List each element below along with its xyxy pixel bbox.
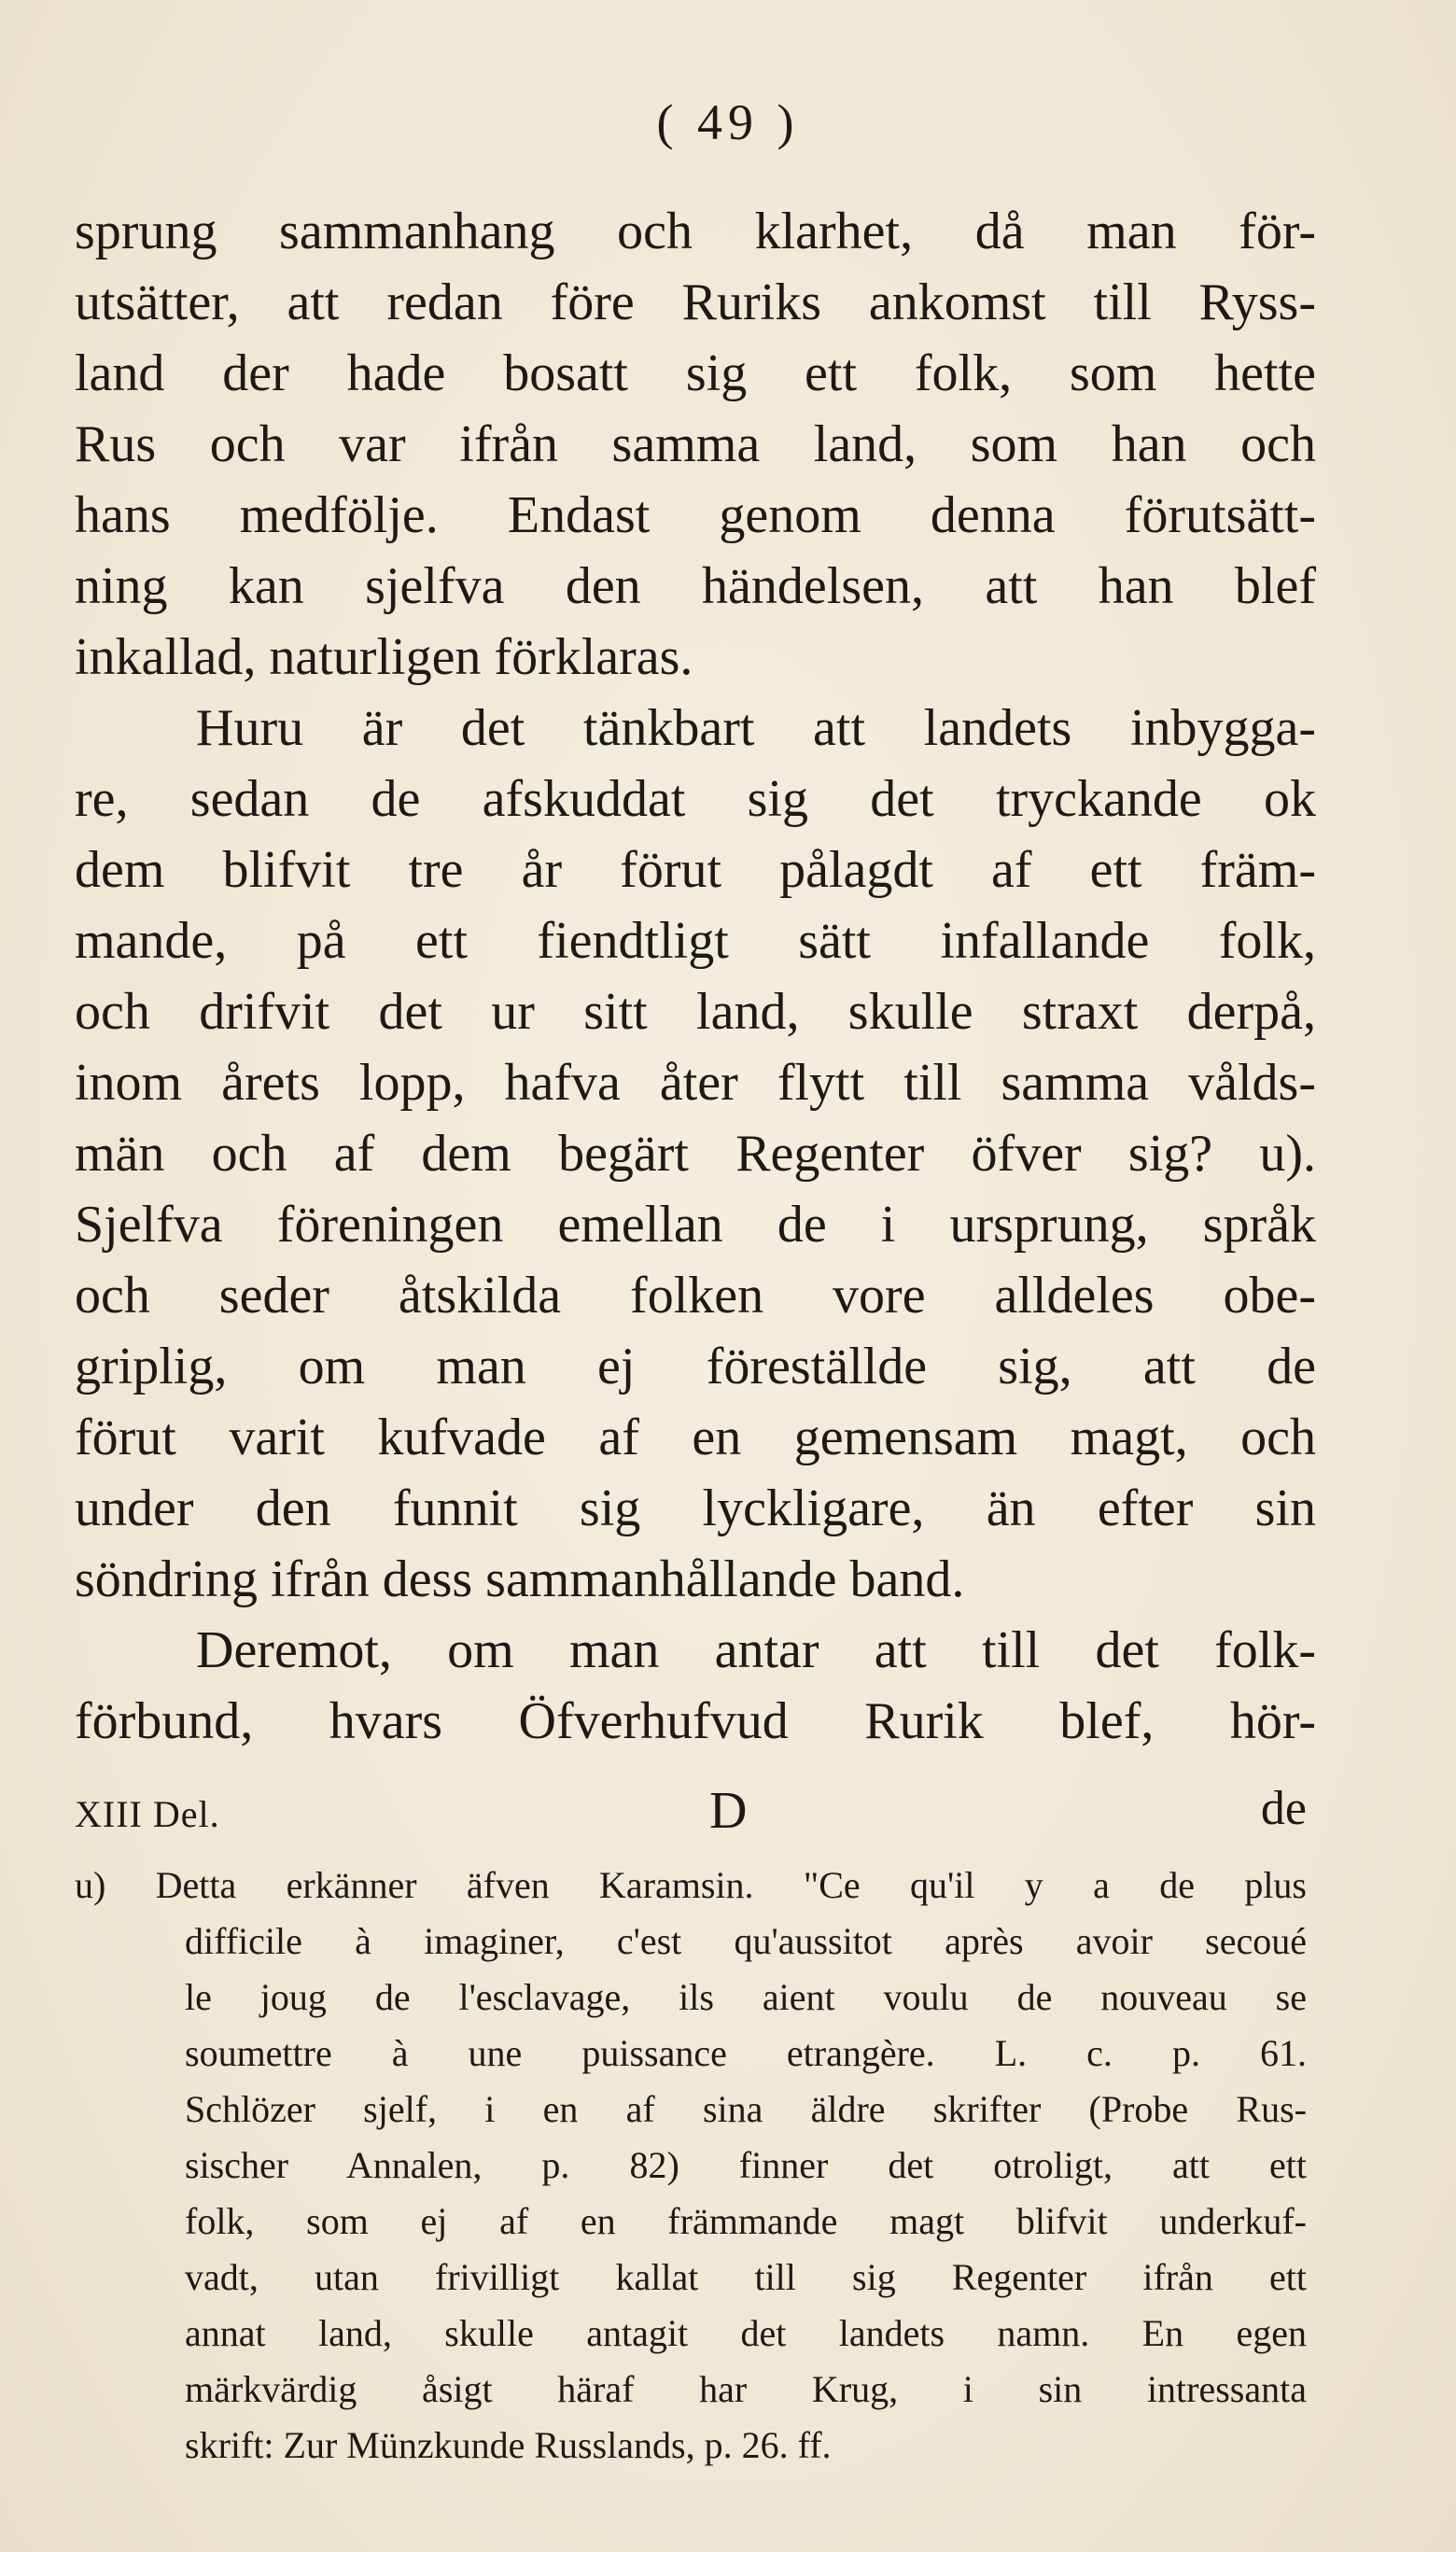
body-text: [75, 196, 1316, 1757]
body-line: Sjelfva föreningen emellan de i ursprung, språk: [75, 1196, 1316, 1254]
body-line: griplig, om man ej föreställde sig, att de: [75, 1338, 1316, 1395]
body-line: inom årets lopp, hafva åter flytt till samma vålds-: [75, 1054, 1316, 1112]
body-line: dem blifvit tre år förut pålagdt af ett främ-: [75, 841, 1316, 899]
body-line: utsätter, att redan före Ruriks ankomst till Ryss-: [75, 273, 1316, 331]
body-line: mande, på ett fiendtligt sätt infallande folk,: [75, 912, 1316, 970]
footnote-line: annat land, skulle antagit det landets namn. En egen: [185, 2312, 1307, 2354]
signature-line: [75, 1781, 1316, 1840]
body-line: och seder åtskilda folken vore alldeles obe-: [75, 1267, 1316, 1325]
footnote: [75, 1858, 1307, 2474]
footnote-line: le joug de l'esclavage, ils aient voulu de nouveau se: [185, 1976, 1307, 2018]
body-line: män och af dem begärt Regenter öfver sig? u).: [75, 1125, 1316, 1183]
footnote-line: soumettre à une puissance etrangère. L. c. p. 61.: [185, 2032, 1307, 2074]
body-line: förut varit kufvade af en gemensam magt, och: [75, 1409, 1316, 1466]
footnote-line: folk, som ej af en främmande magt blifvit underkuf-: [185, 2200, 1307, 2242]
footnote-line: u) Detta erkänner äfven Karamsin. "Ce qu'il y a de plus: [75, 1864, 1307, 1906]
footnote-line: skrift: Zur Münzkunde Russlands, p. 26. ff.: [185, 2424, 832, 2466]
footnote-line: märkvärdig åsigt häraf har Krug, i sin intressanta: [185, 2368, 1307, 2410]
body-line: förbund, hvars Öfverhufvud Rurik blef, hör-: [75, 1692, 1316, 1750]
body-line: hans medfölje. Endast genom denna förutsätt-: [75, 486, 1316, 544]
footnote-line: difficile à imaginer, c'est qu'aussitot après avoir secoué: [185, 1920, 1307, 1962]
body-line: Deremot, om man antar att till det folk-: [196, 1621, 1316, 1679]
body-line: sprung sammanhang och klarhet, då man för-: [75, 203, 1316, 260]
footnote-line: Schlözer sjelf, i en af sina äldre skrifter (Probe Rus-: [185, 2088, 1307, 2130]
body-line: land der hade bosatt sig ett folk, som hette: [75, 344, 1316, 402]
body-line: under den funnit sig lyckligare, än efter sin: [75, 1479, 1316, 1537]
body-line: re, sedan de afskuddat sig det tryckande ok: [75, 770, 1316, 828]
footnote-line: vadt, utan frivilligt kallat till sig Regenter ifrån ett: [185, 2256, 1307, 2298]
catchword: de: [1260, 1782, 1307, 1835]
body-line: söndring ifrån dess sammanhållande band.: [75, 1550, 965, 1608]
body-line: Huru är det tänkbart att landets inbygga-: [196, 699, 1316, 757]
page-number: ( 49 ): [656, 94, 800, 150]
gathering-mark: D: [709, 1782, 748, 1840]
body-line: ning kan sjelfva den händelsen, att han blef: [75, 557, 1316, 615]
body-line: inkallad, naturligen förklaras.: [75, 628, 693, 686]
volume-signature: XIII Del.: [75, 1793, 220, 1835]
body-line: och drifvit det ur sitt land, skulle straxt derpå,: [75, 983, 1316, 1041]
footnote-line: sischer Annalen, p. 82) finner det otroligt, att ett: [185, 2144, 1307, 2186]
body-line: Rus och var ifrån samma land, som han och: [75, 415, 1316, 473]
